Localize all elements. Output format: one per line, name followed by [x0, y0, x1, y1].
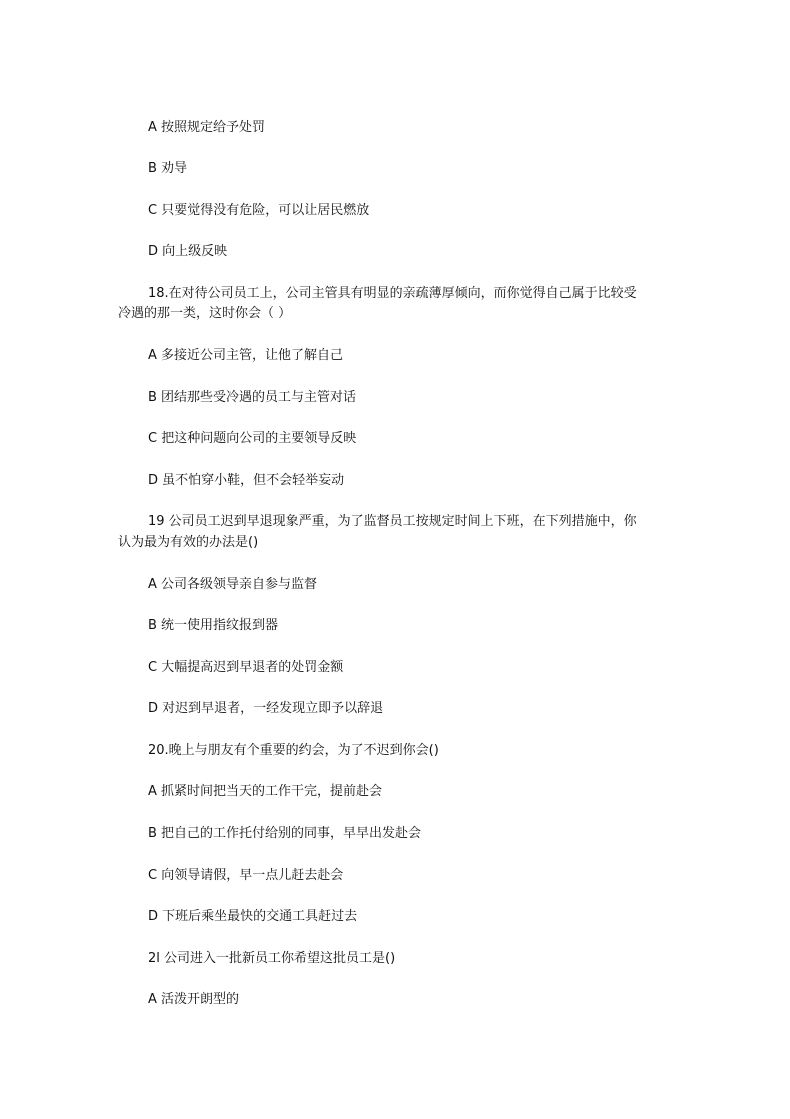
q18-option-b: B 团结那些受冷遇的员工与主管对话 [148, 390, 357, 405]
q17-option-b: B 劝导 [148, 161, 188, 176]
q18-text-line2: 冷遇的那一类，这时你会（ ） [118, 306, 292, 321]
q18-option-c: C 把这种问题向公司的主要领导反映 [148, 431, 357, 446]
q20-option-d: D 下班后乘坐最快的交通工具赶过去 [148, 909, 358, 924]
q17-option-a: A 按照规定给予处罚 [148, 120, 266, 135]
q18-text-line1: 18.在对待公司员工上，公司主管具有明显的亲疏薄厚倾向，而你觉得自己属于比较受 [148, 286, 637, 301]
q20-text: 20.晚上与朋友有个重要的约会，为了不迟到你会() [148, 743, 439, 758]
q18-option-d: D 虽不怕穿小鞋，但不会轻举妄动 [148, 473, 345, 488]
q21-text: 2l 公司进入一批新员工你希望这批员工是() [148, 951, 396, 966]
q19-option-c: C 大幅提高迟到早退者的处罚金额 [148, 660, 344, 675]
q21-option-a: A 活泼开朗型的 [148, 992, 240, 1007]
q18-option-a: A 多接近公司主管，让他了解自己 [148, 348, 344, 363]
q19-text-line1: 19 公司员工迟到早退现象严重，为了监督员工按规定时间上下班，在下列措施中，你 [148, 514, 637, 529]
q19-option-d: D 对迟到早退者，一经发现立即予以辞退 [148, 701, 384, 716]
q19-text-line2: 认为最为有效的办法是() [118, 535, 259, 550]
q20-option-c: C 向领导请假，早一点儿赶去赴会 [148, 868, 344, 883]
q20-option-a: A 抓紧时间把当天的工作干完，提前赴会 [148, 784, 383, 799]
q17-option-d: D 向上级反映 [148, 244, 228, 259]
q19-option-b: B 统一使用指纹报到器 [148, 618, 279, 633]
q17-option-c: C 只要觉得没有危险，可以让居民燃放 [148, 203, 370, 218]
q20-option-b: B 把自己的工作托付给别的同事，早早出发赴会 [148, 826, 422, 841]
q19-option-a: A 公司各级领导亲自参与监督 [148, 577, 318, 592]
